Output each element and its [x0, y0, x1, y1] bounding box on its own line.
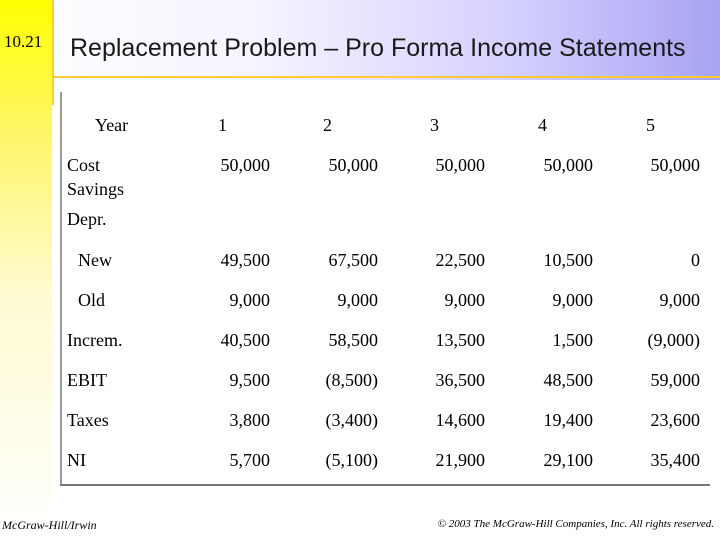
new-value-1: 49,500 — [220, 250, 270, 270]
old-value-4: 9,000 — [552, 290, 593, 310]
depr-label: Depr. — [67, 209, 107, 229]
increm-value-4: 1,500 — [552, 330, 593, 350]
taxes-value-1: 3,800 — [229, 410, 270, 430]
ni-value-2: (5,100) — [325, 450, 378, 470]
slide-number: 10.21 — [4, 32, 43, 51]
ebit-value-1: 9,500 — [229, 370, 270, 390]
copyright-footer: © 2003 The McGraw-Hill Companies, Inc. All rights reserved. — [437, 518, 714, 530]
accent-vertical-line — [52, 0, 54, 105]
accent-horizontal-line — [52, 76, 720, 78]
cost-value-5: 50,000 — [650, 155, 700, 175]
table-left-rule — [60, 92, 62, 485]
year-5: 5 — [646, 115, 655, 135]
new-value-4: 10,500 — [543, 250, 593, 270]
new-value-3: 22,500 — [435, 250, 485, 270]
increm-label: Increm. — [67, 330, 123, 350]
ebit-value-3: 36,500 — [435, 370, 485, 390]
slide-title: Replacement Problem – Pro Forma Income Statements — [70, 34, 686, 62]
year-3: 3 — [430, 115, 439, 135]
savings-label: Savings — [67, 179, 125, 199]
cost-value-3: 50,000 — [435, 155, 485, 175]
increm-value-1: 40,500 — [220, 330, 270, 350]
old-value-1: 9,000 — [229, 290, 270, 310]
old-value-3: 9,000 — [444, 290, 485, 310]
cost-label: Cost — [67, 155, 101, 175]
ebit-value-4: 48,500 — [543, 370, 593, 390]
ni-value-4: 29,100 — [543, 450, 593, 470]
new-value-5: 0 — [691, 250, 700, 270]
cost-value-4: 50,000 — [543, 155, 593, 175]
taxes-label: Taxes — [67, 410, 109, 430]
ebit-value-2: (8,500) — [325, 370, 378, 390]
year-label: Year — [95, 115, 129, 135]
taxes-value-3: 14,600 — [435, 410, 485, 430]
old-value-2: 9,000 — [337, 290, 378, 310]
side-gradient — [0, 0, 52, 540]
year-1: 1 — [218, 115, 227, 135]
old-label: Old — [78, 290, 105, 310]
increm-value-3: 13,500 — [435, 330, 485, 350]
year-2: 2 — [323, 115, 332, 135]
year-4: 4 — [538, 115, 547, 135]
cost-value-2: 50,000 — [328, 155, 378, 175]
new-label: New — [78, 250, 112, 270]
taxes-value-5: 23,600 — [650, 410, 700, 430]
old-value-5: 9,000 — [659, 290, 700, 310]
increm-value-5: (9,000) — [647, 330, 700, 350]
ni-value-3: 21,900 — [435, 450, 485, 470]
ni-value-5: 35,400 — [650, 450, 700, 470]
ebit-label: EBIT — [67, 370, 107, 390]
publisher-footer: McGraw-Hill/Irwin — [2, 518, 97, 532]
cost-value-1: 50,000 — [220, 155, 270, 175]
ebit-value-5: 59,000 — [650, 370, 700, 390]
taxes-value-2: (3,400) — [325, 410, 378, 430]
increm-value-2: 58,500 — [328, 330, 378, 350]
new-value-2: 67,500 — [328, 250, 378, 270]
table-bottom-rule — [60, 484, 710, 486]
taxes-value-4: 19,400 — [543, 410, 593, 430]
ni-value-1: 5,700 — [229, 450, 270, 470]
ni-label: NI — [67, 450, 86, 470]
